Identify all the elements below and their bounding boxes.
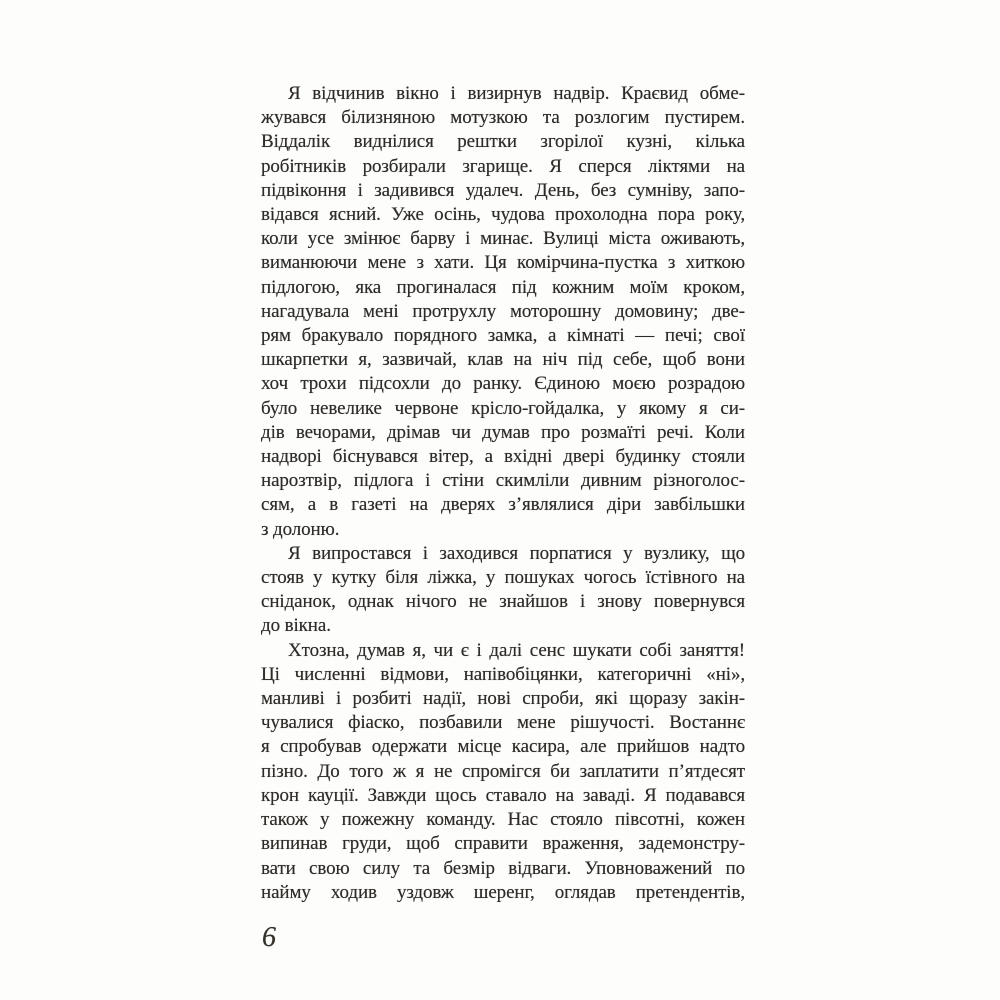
text-line: підлогою, яка прогиналася під кожним моїм кроком,: [261, 276, 745, 298]
text-line: виманюючи мене з хати. Ця комірчина-пустка з хиткою: [261, 252, 745, 274]
text-line: також у пожежну команду. Нас стояло півсотні, кожен: [261, 809, 745, 831]
paragraph: [261, 82, 745, 542]
text-line: я спробував одержати місце касира, але прийшов надто: [261, 736, 745, 758]
text-line: Я випростався і заходився порпатися у вузлику, що: [288, 542, 745, 564]
text-line: сям, а в газеті на дверях з’являлися діри завбільшки: [261, 494, 745, 516]
text-line: було невелике червоне крісло-гойдалка, у якому я си-: [261, 397, 745, 419]
text-line: манливі і розбиті надії, нові спроби, які щоразу закін-: [261, 688, 745, 710]
page-number: 6: [262, 922, 276, 953]
text-line: найму ходив уздовж шеренг, оглядав претендентів,: [261, 881, 745, 903]
text-line: Хтозна, думав я, чи є і далі сенс шукати собі заняття!: [288, 639, 745, 661]
text-line: до вікна.: [261, 615, 331, 637]
text-line: з долоню.: [261, 518, 340, 540]
text-line: випинав груди, щоб справити враження, задемонстру-: [261, 833, 745, 855]
paragraph: [261, 639, 745, 905]
text-line: Я відчинив вікно і визирнув надвір. Краєвид обме-: [288, 83, 745, 104]
text-line: Віддалік виднілися рештки згорілої кузні, кілька: [261, 131, 745, 153]
text-line: нарозтвір, підлога і стіни скимліли дивним різноголос-: [261, 470, 745, 492]
text-line: дів вечорами, дрімав чи думав про розмаїті речі. Коли: [261, 421, 745, 443]
text-line: рям бракувало порядного замка, а кімнаті — печі; свої: [261, 325, 745, 347]
text-line: надворі біснувався вітер, а вхідні двері будинку стояли: [261, 446, 745, 468]
text-line: робітників розбирали згарище. Я сперся ліктями на: [261, 155, 745, 177]
text-line: відався ясний. Уже осінь, чудова прохолодна пора року,: [261, 204, 745, 226]
text-line: сніданок, однак нічого не знайшов і знову повернувся: [261, 591, 745, 613]
text-line: чувалися фіаско, позбавили мене рішучості. Востаннє: [261, 712, 745, 734]
text-block: [261, 82, 745, 905]
text-line: нагадувала мені протрухлу моторошну домовину; две-: [261, 300, 745, 322]
text-line: жувався білизняною мотузкою та розлогим пустирем.: [261, 107, 745, 129]
text-line: Ці численні відмови, напівобіцянки, категоричні «ні»,: [261, 663, 745, 685]
text-line: підвіконня і задивився удалеч. День, без сумніву, запо-: [261, 179, 745, 201]
text-line: крон кауції. Завжди щось ставало на заваді. Я подавався: [261, 784, 745, 806]
text-line: шкарпетки я, зазвичай, клав на ніч під себе, щоб вони: [261, 349, 745, 371]
paragraph: [261, 542, 745, 639]
text-line: хоч трохи підсохли до ранку. Єдиною моєю розрадою: [261, 373, 745, 395]
text-line: стояв у кутку біля ліжка, у пошуках чогось їстівного на: [261, 567, 745, 589]
text-line: вати свою силу та безмір відваги. Уповноважений по: [261, 857, 745, 879]
text-line: коли усе змінює барву і минає. Вулиці міста оживають,: [261, 228, 745, 250]
text-line: пізно. До того ж я не спромігся би заплатити п’ятдесят: [261, 760, 745, 782]
